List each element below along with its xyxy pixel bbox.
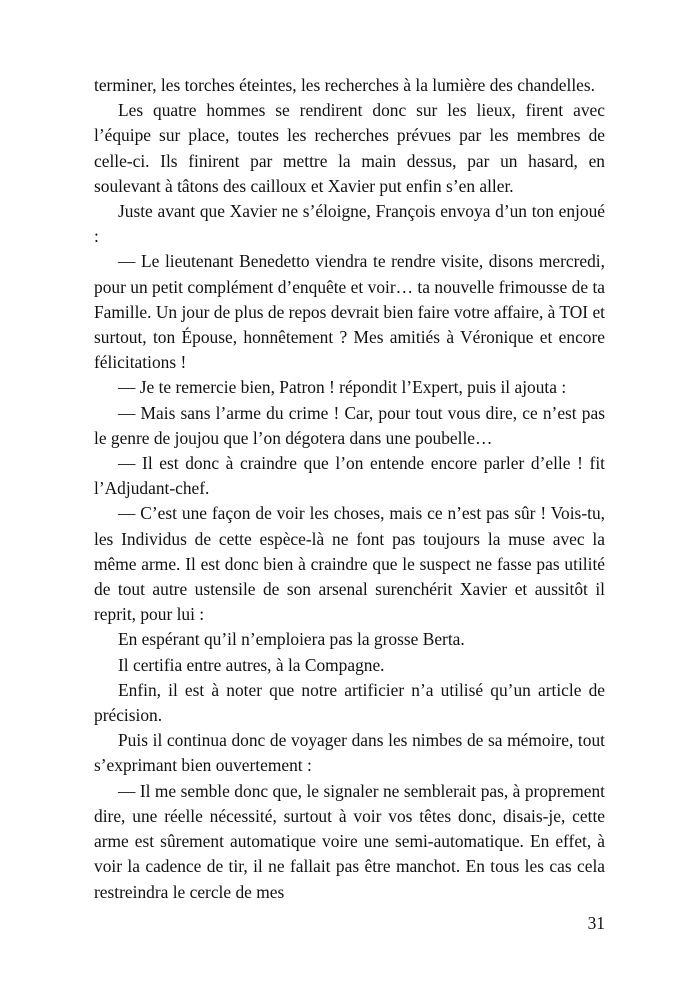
paragraph-6: — Mais sans l’arme du crime ! Car, pour tout vous dire, ce n’est pas le genre de joujou que l’on dégotera dans une poubelle…	[94, 402, 605, 448]
paragraph-1: terminer, les torches éteintes, les recherches à la lumière des chandelles.	[94, 75, 595, 95]
paragraph-5: — Je te remercie bien, Patron ! répondit l’Expert, puis il ajouta :	[118, 377, 567, 398]
page-number: 31	[587, 913, 605, 933]
paragraph-11: Enfin, il est à noter que notre artificier n’a utilisé qu’un article de précision.	[94, 679, 605, 726]
paragraph-8: — C’est une façon de voir les choses, mais ce n’est pas sûr ! Vois-tu, les Individus de cette espèce-là ne font pas toujours la muse avec la même arme. Il est donc bien à craindre que le suspect ne fasse pas utilité de tout autre ustensile de son arsenal surenchérit Xavier et aussitôt il reprit, pour lui :	[94, 503, 605, 625]
paragraph-3: Juste avant que Xavier ne s’éloigne, François envoya d’un ton enjoué :	[94, 201, 605, 247]
body-text	[94, 73, 605, 905]
paragraph-10: Il certifia entre autres, à la Compagne.	[118, 654, 385, 675]
paragraph-7: — Il est donc à craindre que l’on entende encore parler d’elle ! fit l’Adjudant-chef.	[94, 453, 605, 499]
paragraph-2: Les quatre hommes se rendirent donc sur les lieux, firent avec l’équipe sur place, toutes les recherches prévues par les membres de celle-ci. Ils finirent par mettre la main dessus, par un hasard, en soulevant à tâtons des cailloux et Xavier put enfin s’en aller.	[94, 100, 605, 196]
paragraph-9: En espérant qu’il n’emploiera pas la grosse Berta.	[118, 629, 465, 650]
paragraph-12: Puis il continua donc de voyager dans les nimbes de sa mémoire, tout s’exprimant bien ouvertement :	[94, 730, 605, 776]
paragraph-13: — Il me semble donc que, le signaler ne semblerait pas, à proprement dire, une réelle nécessité, surtout à voir vos têtes donc, disais-je, cette arme est sûrement automatique voire une semi-automatique. En effet, à voir la cadence de tir, il ne fallait pas être manchot. En tous les cas cela restreindra le cercle de mes	[94, 780, 605, 902]
paragraph-4: — Le lieutenant Benedetto viendra te rendre visite, disons mercredi, pour un petit complément d’enquête et voir… ta nouvelle frimousse de ta Famille. Un jour de plus de repos devrait bien faire votre affaire, à TOI et surtout, ton Épouse, honnêtement ? Mes amitiés à Véronique et encore félicitations !	[94, 251, 605, 373]
